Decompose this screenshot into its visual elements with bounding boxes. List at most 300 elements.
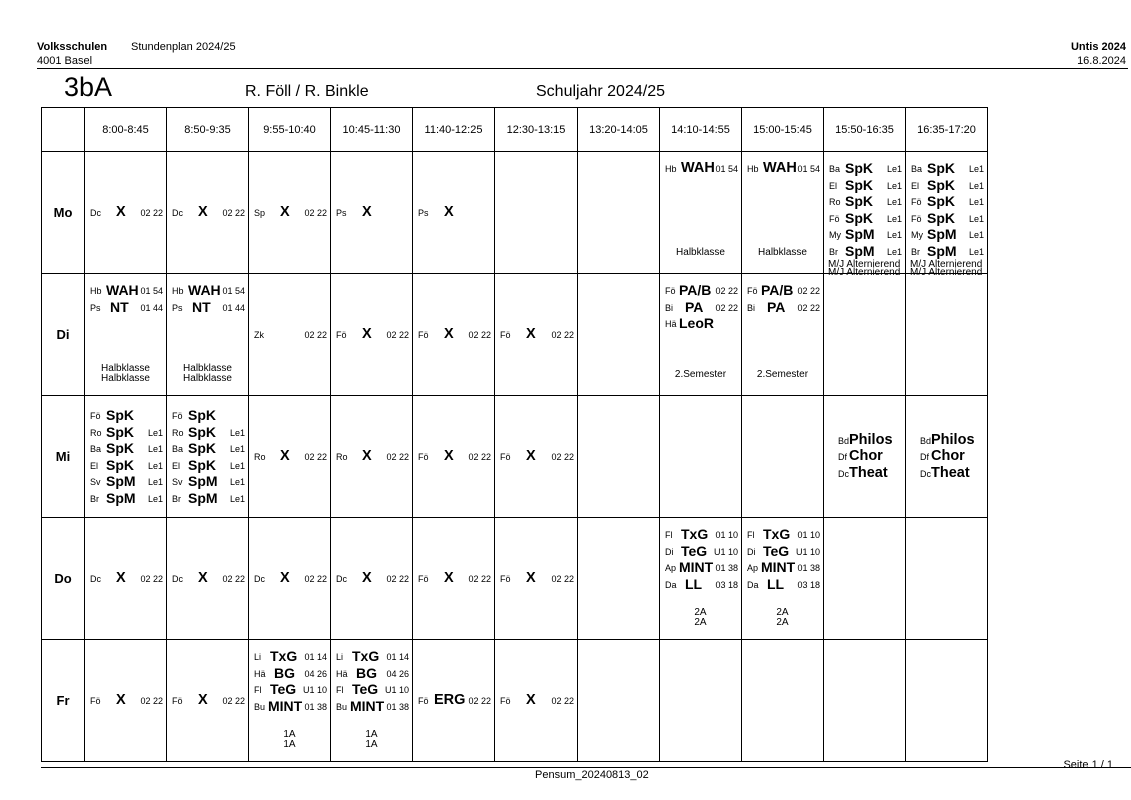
subject-code: SpM (845, 226, 875, 242)
teacher-code: Ro (172, 427, 184, 438)
subject-code: X (444, 204, 454, 221)
room-code: Le1 (886, 180, 902, 191)
lesson-entry (254, 570, 327, 587)
room-code: 02 22 (797, 302, 820, 313)
lesson-cell (85, 152, 167, 274)
cell-note: Halbklasse (676, 247, 725, 258)
lesson-cell (578, 518, 660, 640)
lesson-entry (747, 559, 820, 576)
teacher-code: Bi (665, 302, 674, 313)
teacher-code: Fö (418, 696, 429, 707)
subject-code: WAH (681, 160, 715, 176)
subject-code: MINT (350, 697, 385, 714)
lesson-cell (167, 274, 249, 396)
teacher-code: Hä (336, 668, 348, 679)
room-code: 01 10 (715, 530, 738, 540)
cell-note: Halbklasse (101, 373, 150, 384)
page-number: Seite 1 / 1 (1063, 759, 1113, 771)
cell-note: M/J Alternierend (910, 259, 983, 270)
room-code: 02 22 (304, 574, 327, 585)
lesson-entry (920, 432, 981, 449)
subject-code: X (280, 448, 290, 465)
cell-note: 1A (365, 739, 378, 750)
subject-code: X (444, 448, 454, 465)
teacher-code: Fö (418, 330, 429, 341)
subject-code: NT (192, 298, 211, 315)
footer-rule (41, 767, 1131, 768)
subject-code: BG (274, 664, 295, 681)
subject-code: MINT (761, 559, 796, 575)
period-header: 8:00-8:45 (85, 108, 167, 152)
subject-code: X (280, 570, 290, 587)
teacher-code: Dc (172, 208, 183, 219)
lesson-cell (742, 274, 824, 396)
lesson-cell (413, 152, 495, 274)
lesson-entry (665, 526, 738, 543)
lesson-entry (829, 177, 902, 194)
teacher-code: Dc (254, 574, 265, 585)
lesson-entry (90, 440, 163, 457)
room-code: 02 22 (715, 302, 738, 313)
subject-code: TxG (681, 526, 709, 542)
software-name: Untis 2024 (1070, 41, 1126, 53)
cell-note: M/J Alternierend (828, 267, 901, 278)
room-code: 01 38 (386, 701, 409, 712)
lesson-cell (413, 518, 495, 640)
lesson-cell (495, 274, 578, 396)
room-code: Le1 (147, 427, 163, 438)
lesson-entry (911, 160, 984, 177)
period-header: 13:20-14:05 (578, 108, 660, 152)
lesson-entry (829, 243, 902, 260)
school-address: 4001 Basel (37, 55, 93, 67)
lesson-entry (747, 299, 820, 316)
room-code: Le1 (147, 444, 163, 454)
subject-code: Chor (931, 448, 965, 465)
lesson-entry (336, 698, 409, 715)
lesson-entry (920, 448, 981, 465)
subject-code: SpK (845, 160, 873, 176)
subject-code: SpK (106, 407, 134, 423)
class-name: 3bA (64, 72, 113, 102)
lesson-entry (90, 407, 163, 424)
lesson-entry (172, 473, 245, 490)
teacher-code: Br (911, 246, 920, 257)
teacher-code: Ba (829, 164, 841, 174)
teacher-code: Fl (747, 530, 755, 540)
lesson-cell (660, 640, 742, 762)
lesson-entry (665, 299, 738, 316)
lesson-entry (911, 177, 984, 194)
cell-note: M/J Alternierend (828, 259, 901, 270)
teacher-code: Fö (172, 696, 183, 707)
teacher-code: Fö (500, 574, 511, 585)
subject-code: Philos (849, 431, 893, 448)
room-code: 02 22 (222, 208, 245, 219)
room-code: 01 14 (386, 652, 409, 662)
subject-code: SpM (106, 473, 136, 489)
subject-code: TeG (763, 542, 790, 559)
lesson-entry (665, 543, 738, 560)
lesson-entry (90, 490, 163, 507)
lesson-entry (172, 424, 245, 441)
teacher-code: Dc (90, 574, 101, 585)
subject-code: SpM (845, 242, 875, 259)
lesson-entry (336, 570, 409, 587)
subject-code: SpK (188, 407, 216, 423)
room-code: 01 54 (222, 286, 245, 296)
room-code: 02 22 (468, 330, 491, 341)
subject-code: X (362, 204, 372, 221)
room-code: 02 22 (468, 574, 491, 585)
lesson-cell (660, 518, 742, 640)
subject-code: SpM (927, 226, 957, 242)
lesson-cell (578, 640, 660, 762)
lesson-entry (418, 448, 491, 465)
room-code: Le1 (968, 230, 984, 240)
room-code: 01 10 (797, 530, 820, 540)
room-code: Le1 (886, 197, 902, 207)
subject-code: SpM (188, 473, 218, 489)
teacher-code: El (172, 460, 181, 471)
day-row (42, 152, 988, 274)
lesson-entry (500, 326, 574, 343)
lesson-entry (829, 210, 902, 227)
teacher-code: Fö (336, 330, 347, 341)
lesson-cell (249, 640, 331, 762)
subject-code: SpK (106, 440, 134, 456)
lesson-cell (167, 640, 249, 762)
day-row (42, 640, 988, 762)
lesson-entry (254, 448, 327, 465)
lesson-entry (838, 432, 899, 449)
subject-code: LeoR (679, 315, 714, 331)
teacher-code: El (911, 180, 920, 191)
lesson-cell (85, 640, 167, 762)
lesson-cell (578, 274, 660, 396)
teacher-code: Ps (336, 208, 347, 219)
lesson-cell (906, 274, 988, 396)
teacher-code: Bu (336, 701, 348, 712)
lesson-cell (85, 274, 167, 396)
teacher-code: Dc (336, 574, 347, 585)
teacher-code: Fl (336, 685, 344, 695)
teacher-code: Ba (90, 444, 102, 454)
lesson-entry (254, 326, 327, 343)
teacher-code: Di (665, 546, 674, 557)
lesson-entry (172, 204, 245, 221)
period-header-row (42, 108, 988, 152)
day-label: Mi (42, 396, 85, 518)
room-code: 02 22 (386, 452, 409, 463)
lesson-entry (172, 490, 245, 507)
lesson-entry (254, 665, 327, 682)
lesson-entry (665, 282, 738, 299)
lesson-entry (336, 326, 409, 343)
lesson-entry (172, 407, 245, 424)
period-header: 9:55-10:40 (249, 108, 331, 152)
subject-code: SpK (927, 176, 955, 193)
lesson-entry (665, 576, 738, 593)
room-code: 02 22 (140, 574, 163, 585)
subject-code: X (116, 692, 126, 709)
lesson-entry (90, 570, 163, 587)
teacher-code: Br (90, 493, 99, 504)
period-header: 15:50-16:35 (824, 108, 906, 152)
teacher-code: Fö (90, 696, 101, 707)
school-name: Volksschulen (37, 41, 108, 53)
subject-code: X (526, 448, 536, 465)
subject-code: WAH (188, 282, 221, 298)
lesson-cell (906, 396, 988, 518)
teacher-code: My (911, 230, 923, 240)
room-code: 02 22 (304, 452, 327, 463)
teacher-code: Ba (911, 164, 923, 174)
lesson-cell (331, 274, 413, 396)
lesson-entry (172, 282, 245, 299)
teacher-code: Ro (829, 197, 841, 207)
day-label: Mo (42, 152, 85, 274)
teacher-code: El (90, 460, 99, 471)
subject-code: BG (356, 664, 377, 681)
lesson-entry (911, 226, 984, 243)
lesson-entry (747, 160, 820, 177)
room-code: Le1 (147, 460, 163, 471)
lesson-entry (747, 543, 820, 560)
lesson-entry (90, 282, 163, 299)
lesson-entry (911, 210, 984, 227)
subject-code: Chor (849, 448, 883, 465)
lesson-entry (172, 299, 245, 316)
cell-note: 2A (694, 607, 707, 618)
room-code: U1 10 (384, 685, 409, 695)
teacher-code: Sv (90, 477, 101, 487)
subject-code: TeG (681, 542, 708, 559)
lesson-cell (742, 640, 824, 762)
subject-code: Philos (931, 431, 975, 448)
lesson-cell (824, 518, 906, 640)
room-code: 01 38 (797, 563, 820, 573)
room-code: 02 22 (386, 330, 409, 341)
lesson-entry (911, 243, 984, 260)
teacher-code: Li (254, 652, 262, 662)
room-code: 02 22 (140, 208, 163, 219)
lesson-cell (824, 640, 906, 762)
lesson-entry (336, 204, 409, 221)
lesson-entry (336, 648, 409, 665)
lesson-cell (906, 152, 988, 278)
cell-note: 2.Semester (674, 369, 727, 380)
lesson-entry (90, 424, 163, 441)
lesson-cell (249, 152, 331, 274)
teacher-code: Hb (747, 164, 759, 174)
room-code: 02 22 (797, 286, 820, 296)
lesson-entry (829, 226, 902, 243)
lesson-entry (90, 299, 163, 316)
lesson-entry (336, 681, 409, 698)
lesson-entry (172, 692, 245, 709)
cell-note: Halbklasse (183, 363, 232, 374)
lesson-cell (495, 518, 578, 640)
lesson-entry (829, 160, 902, 177)
teacher-code: Dc (920, 468, 931, 479)
lesson-entry (90, 204, 163, 221)
lesson-cell (495, 152, 578, 274)
lesson-cell (331, 640, 413, 762)
teacher-code: Br (172, 493, 181, 504)
lesson-entry (336, 665, 409, 682)
day-label: Do (42, 518, 85, 640)
room-code: Le1 (147, 477, 163, 487)
teacher-code: Fö (911, 213, 922, 224)
lesson-cell (495, 640, 578, 762)
teacher-code: Dc (90, 208, 101, 219)
room-code: Le1 (886, 230, 902, 240)
teacher-code: Ro (336, 452, 348, 463)
subject-code: SpM (927, 242, 957, 259)
lesson-entry (90, 457, 163, 474)
subject-code: SpK (845, 176, 873, 193)
room-code: 02 22 (468, 452, 491, 463)
cell-note: 1A (365, 729, 378, 740)
room-code: Le1 (968, 246, 984, 257)
room-code: Le1 (886, 164, 902, 174)
teacher-code: Da (747, 579, 759, 590)
teacher-code: Li (336, 652, 344, 662)
lesson-cell (578, 396, 660, 518)
room-code: 01 38 (715, 563, 738, 573)
period-header: 12:30-13:15 (495, 108, 578, 152)
teacher-code: Sp (254, 208, 266, 219)
lesson-entry (747, 576, 820, 593)
lesson-entry (336, 448, 409, 465)
lesson-cell (85, 396, 167, 518)
teacher-code: Fö (829, 213, 840, 224)
cell-note: 2A (694, 617, 707, 628)
room-code: 03 18 (715, 579, 738, 590)
lesson-cell (249, 396, 331, 518)
room-code: 02 22 (140, 696, 163, 707)
lesson-cell (824, 396, 906, 518)
teacher-code: Fö (172, 411, 183, 421)
teacher-code: Da (665, 579, 677, 590)
subject-code: TxG (763, 526, 791, 542)
lesson-cell (906, 640, 988, 762)
subject-code: X (526, 326, 536, 343)
subject-code: WAH (106, 282, 139, 298)
subject-code: SpK (106, 423, 134, 440)
room-code: 01 54 (797, 164, 820, 174)
room-code: Le1 (968, 164, 984, 174)
subject-code: X (280, 204, 290, 221)
cell-note: Halbklasse (101, 363, 150, 374)
subject-code: TeG (352, 681, 379, 697)
room-code: Le1 (229, 477, 245, 487)
teacher-code: Fö (911, 197, 922, 207)
teacher-code: Fö (418, 452, 429, 463)
lesson-cell (249, 274, 331, 396)
teacher-code: Fö (418, 574, 429, 585)
room-code: 02 22 (551, 330, 574, 341)
lesson-entry (829, 193, 902, 210)
teacher-code: Fö (500, 696, 511, 707)
cell-note: Halbklasse (183, 373, 232, 384)
room-code: Le1 (968, 197, 984, 207)
room-code: Le1 (886, 246, 902, 257)
room-code: 02 22 (551, 574, 574, 585)
subject-code: X (444, 570, 454, 587)
lesson-cell (660, 152, 742, 274)
cell-note: Halbklasse (758, 247, 807, 258)
teacher-code: Fl (665, 530, 673, 540)
lesson-entry (911, 193, 984, 210)
teacher-code: Ro (90, 427, 102, 438)
teacher-code: Df (838, 452, 847, 463)
lesson-entry (665, 315, 738, 332)
subject-code: Theat (931, 464, 970, 481)
subject-code: SpK (106, 456, 134, 473)
subject-code: PA/B (679, 282, 712, 298)
room-code: Le1 (968, 180, 984, 191)
subject-code: MINT (679, 559, 714, 575)
lesson-cell (331, 518, 413, 640)
lesson-entry (254, 204, 327, 221)
subject-code: SpK (927, 193, 955, 209)
lesson-entry (665, 160, 738, 177)
room-code: Le1 (229, 460, 245, 471)
room-code: Le1 (229, 493, 245, 504)
subject-code: SpM (106, 489, 136, 506)
teacher-code: Sv (172, 477, 183, 487)
room-code: 02 22 (222, 696, 245, 707)
day-row (42, 518, 988, 640)
day-row (42, 274, 988, 396)
subject-code: X (198, 692, 208, 709)
subject-code: SpK (188, 456, 216, 473)
room-code: Le1 (229, 427, 245, 438)
teacher-code: Bi (747, 302, 756, 313)
pensum-label: Pensum_20240813_02 (535, 769, 649, 781)
subject-code: WAH (763, 160, 797, 176)
lesson-cell (742, 152, 824, 274)
subject-code: X (444, 326, 454, 343)
cell-note: 2.Semester (756, 369, 809, 380)
lesson-cell (660, 274, 742, 396)
room-code: 01 44 (140, 302, 163, 313)
cell-note: 1A (283, 729, 296, 740)
lesson-entry (254, 648, 327, 665)
subject-code: X (362, 326, 372, 343)
room-code: 04 26 (304, 668, 327, 679)
lesson-cell (167, 396, 249, 518)
period-header: 14:10-14:55 (660, 108, 742, 152)
lesson-cell (495, 396, 578, 518)
subject-code: X (362, 570, 372, 587)
lesson-cell (167, 518, 249, 640)
teacher-code: Bu (254, 701, 266, 712)
lesson-cell (413, 396, 495, 518)
subject-code: PA (685, 298, 704, 315)
room-code: U1 10 (302, 685, 327, 695)
teacher-code: Ba (172, 444, 184, 454)
lesson-entry (838, 448, 899, 465)
teacher-code: Fl (254, 685, 262, 695)
school-year: Schuljahr 2024/25 (536, 83, 665, 100)
lesson-entry (172, 440, 245, 457)
teacher-code: Fö (500, 330, 511, 341)
subject-code: Theat (849, 464, 888, 481)
teacher-code: Hä (665, 319, 677, 329)
